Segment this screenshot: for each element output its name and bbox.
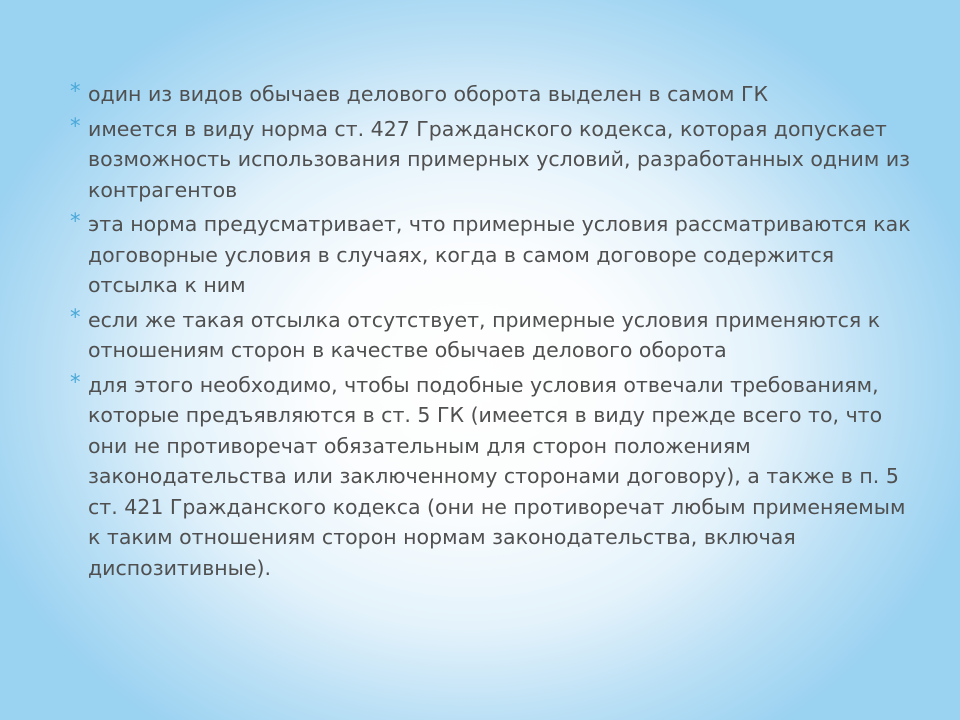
bullet-text: если же такая отсылка отсутствует, примерные условия применяются к отношениям сторон в качестве обычаев делового оборота — [88, 307, 881, 362]
asterisk-bullet-icon: * — [70, 79, 81, 103]
bullet-item — [70, 114, 920, 206]
asterisk-bullet-icon: * — [70, 209, 81, 233]
bullet-item — [70, 305, 920, 366]
asterisk-bullet-icon: * — [70, 113, 81, 138]
bullet-text: для этого необходимо, чтобы подобные условия отвечали требованиям, которые предъявляются в ст. 5 ГК (имеется в виду прежде всего то, что они не противоречат обязательным для сторон положениям законодательства или заключенному сторонами договору), а также в п. 5 ст. 421 Гражданского кодекса (они не противоречат любым применяемым к таким отношениям сторон нормам законодательства, включая диспозитивные). — [88, 372, 906, 580]
asterisk-bullet-icon: * — [70, 304, 81, 329]
bullet-text: имеется в виду норма ст. 427 Гражданского кодекса, которая допускает возможность использования примерных условий, разработанных одним из контрагентов — [88, 116, 911, 202]
asterisk-bullet-icon: * — [70, 369, 81, 394]
bullet-item — [70, 370, 920, 584]
bullet-item — [70, 209, 920, 301]
bullet-text: один из видов обычаев делового оборота выделен в самом ГК — [88, 82, 769, 106]
bullet-list — [70, 79, 920, 587]
bullet-item — [70, 79, 920, 110]
bullet-text: эта норма предусматривает, что примерные условия рассматриваются как договорные условия в случаях, когда в самом договоре содержится отсылка к ним — [88, 212, 911, 297]
